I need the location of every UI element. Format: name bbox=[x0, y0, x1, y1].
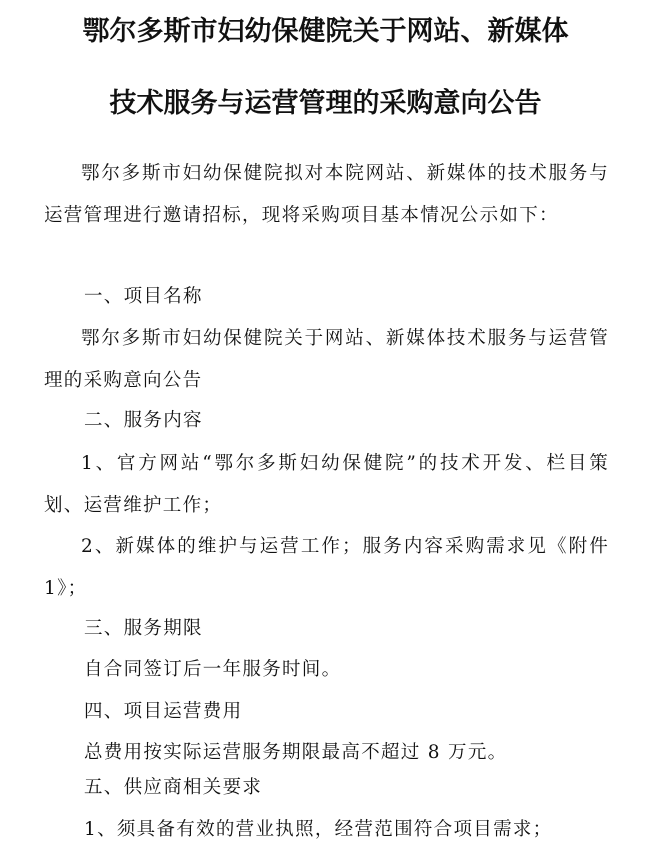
document-title-line-2: 技术服务与运营管理的采购意向公告 bbox=[109, 88, 542, 119]
intro-paragraph: 鄂尔多斯市妇幼保健院拟对本院网站、新媒体的技术服务与运营管理进行邀请招标，现将采购项目基本情况公示如下： bbox=[44, 163, 609, 226]
document-title-line-1: 鄂尔多斯市妇幼保健院关于网站、新媒体 bbox=[82, 16, 569, 47]
section-1-body: 鄂尔多斯市妇幼保健院关于网站、新媒体技术服务与运营管理的采购意向公告 bbox=[44, 328, 609, 391]
section-3-body: 自合同签订后一年服务时间。 bbox=[84, 659, 342, 680]
section-1-heading: 一、项目名称 bbox=[84, 286, 203, 307]
section-4-heading: 四、项目运营费用 bbox=[84, 701, 243, 722]
section-3-heading: 三、服务期限 bbox=[84, 618, 203, 639]
section-5-heading: 五、供应商相关要求 bbox=[84, 777, 263, 798]
section-4-body: 总费用按实际运营服务期限最高不超过 8 万元。 bbox=[84, 742, 508, 763]
section-2-heading: 二、服务内容 bbox=[84, 410, 203, 431]
section-2-item-1: 1、官方网站“鄂尔多斯妇幼保健院”的技术开发、栏目策划、运营维护工作； bbox=[44, 453, 609, 516]
section-2-item-2: 2、新媒体的维护与运营工作；服务内容采购需求见《附件 1》； bbox=[44, 536, 609, 599]
section-5-item-1: 1、须具备有效的营业执照，经营范围符合项目需求； bbox=[84, 819, 553, 840]
